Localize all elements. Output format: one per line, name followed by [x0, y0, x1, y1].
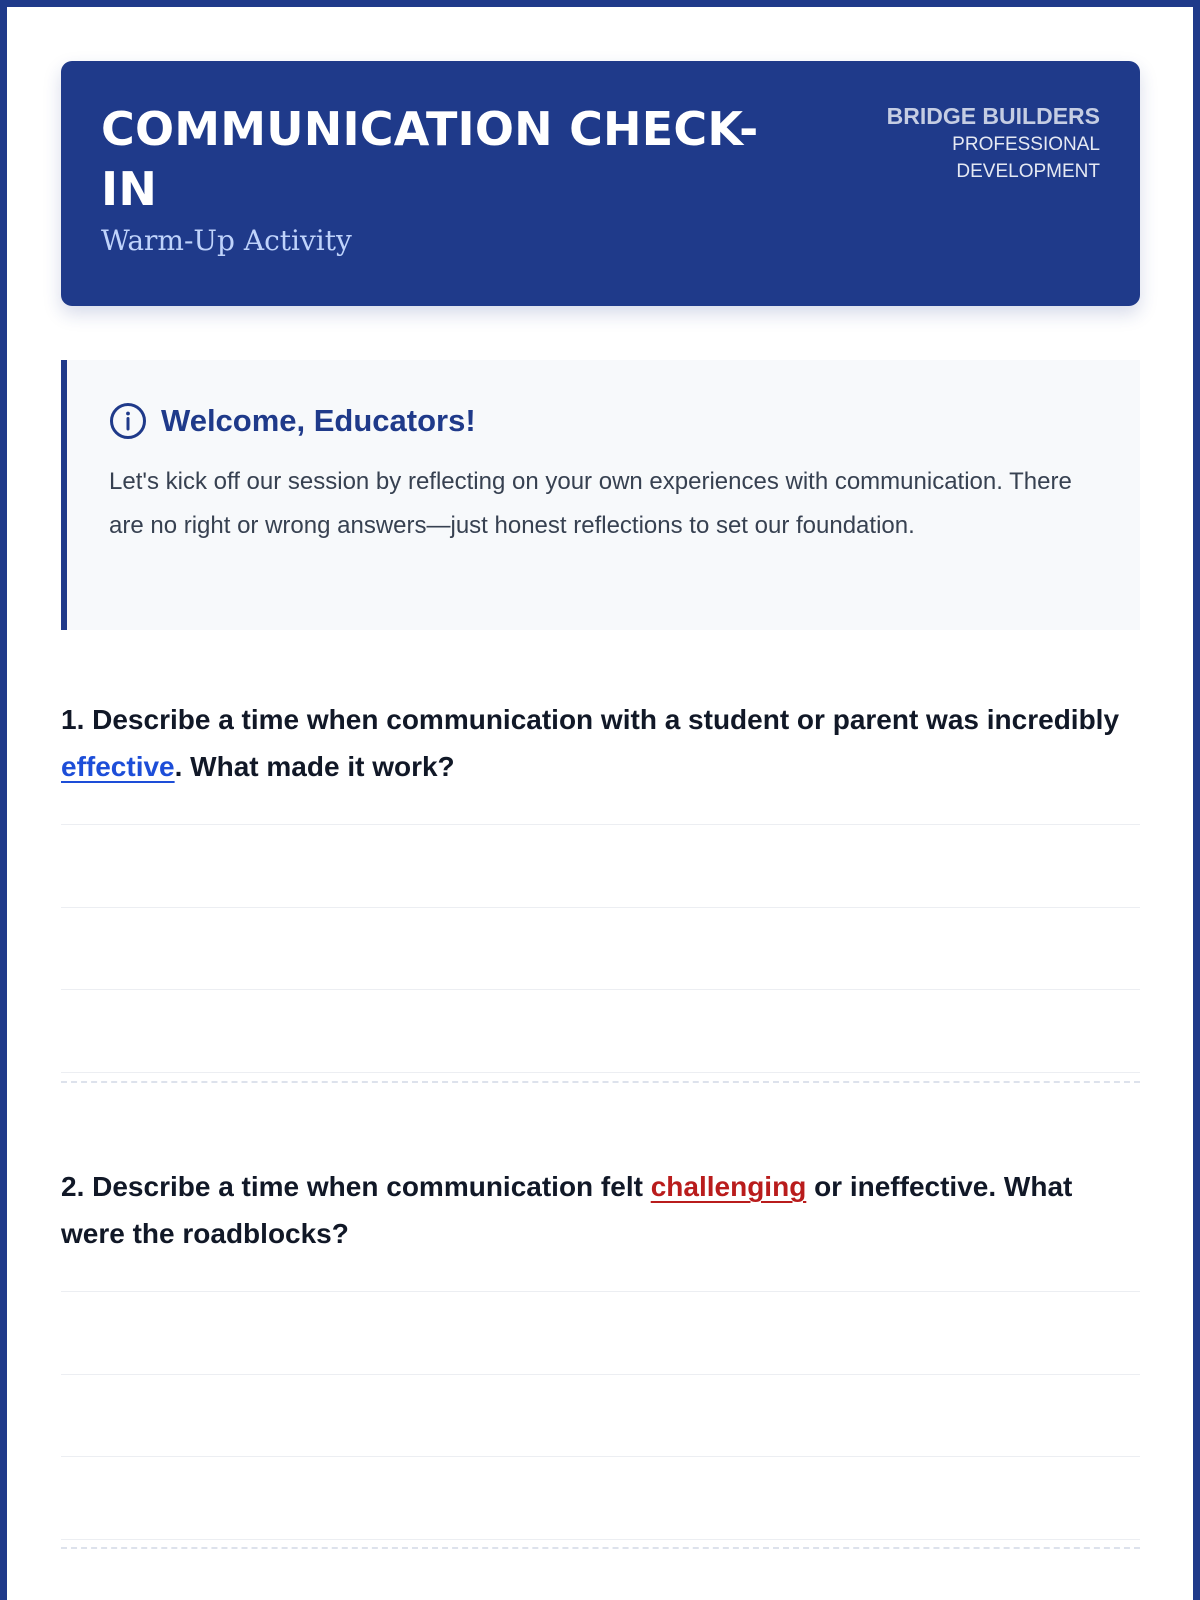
answer-1-line-1[interactable]	[61, 824, 1140, 825]
question-2-text: 2. Describe a time when communication felt	[61, 1171, 651, 1202]
info-icon	[109, 402, 147, 440]
answer-1-line-4[interactable]	[61, 1072, 1140, 1073]
welcome-title: Welcome, Educators!	[161, 403, 476, 438]
welcome-heading	[109, 402, 476, 440]
section-divider-1	[61, 1081, 1140, 1083]
question-1-text-end: . What made it work?	[174, 750, 455, 782]
page-title: COMMUNICATION CHECK-IN	[101, 102, 759, 216]
answer-1-line-2[interactable]	[61, 907, 1140, 908]
welcome-callout	[61, 360, 1140, 630]
answer-1-line-3[interactable]	[61, 989, 1140, 990]
question-1-highlight: effective	[61, 750, 175, 782]
question-2-text-end: or ineffective. What were the roadblocks?	[61, 1171, 1073, 1249]
answer-2-line-2[interactable]	[61, 1374, 1140, 1375]
brand-subtitle-line-1: PROFESSIONAL	[952, 134, 1100, 155]
welcome-body: Let's kick off our session by reflecting on your own experiences with communication. There are no right or wrong answers—just honest reflections to set our foundation.	[109, 468, 1072, 539]
brand-name: BRIDGE BUILDERS	[886, 103, 1100, 129]
answer-2-line-4[interactable]	[61, 1539, 1140, 1540]
answer-2-line-1[interactable]	[61, 1291, 1140, 1292]
section-divider-2	[61, 1547, 1140, 1549]
page-header	[61, 61, 1140, 306]
brand-block	[887, 101, 1100, 185]
question-1-text: 1. Describe a time when communication with a student or parent was incredibly	[61, 704, 1120, 735]
question-1	[61, 697, 1140, 790]
page-subtitle: Warm-Up Activity	[101, 224, 352, 257]
question-2-highlight: challenging	[650, 1171, 807, 1202]
brand-subtitle-line-2: DEVELOPMENT	[956, 161, 1100, 182]
answer-2-line-3[interactable]	[61, 1456, 1140, 1457]
question-2	[61, 1164, 1140, 1257]
